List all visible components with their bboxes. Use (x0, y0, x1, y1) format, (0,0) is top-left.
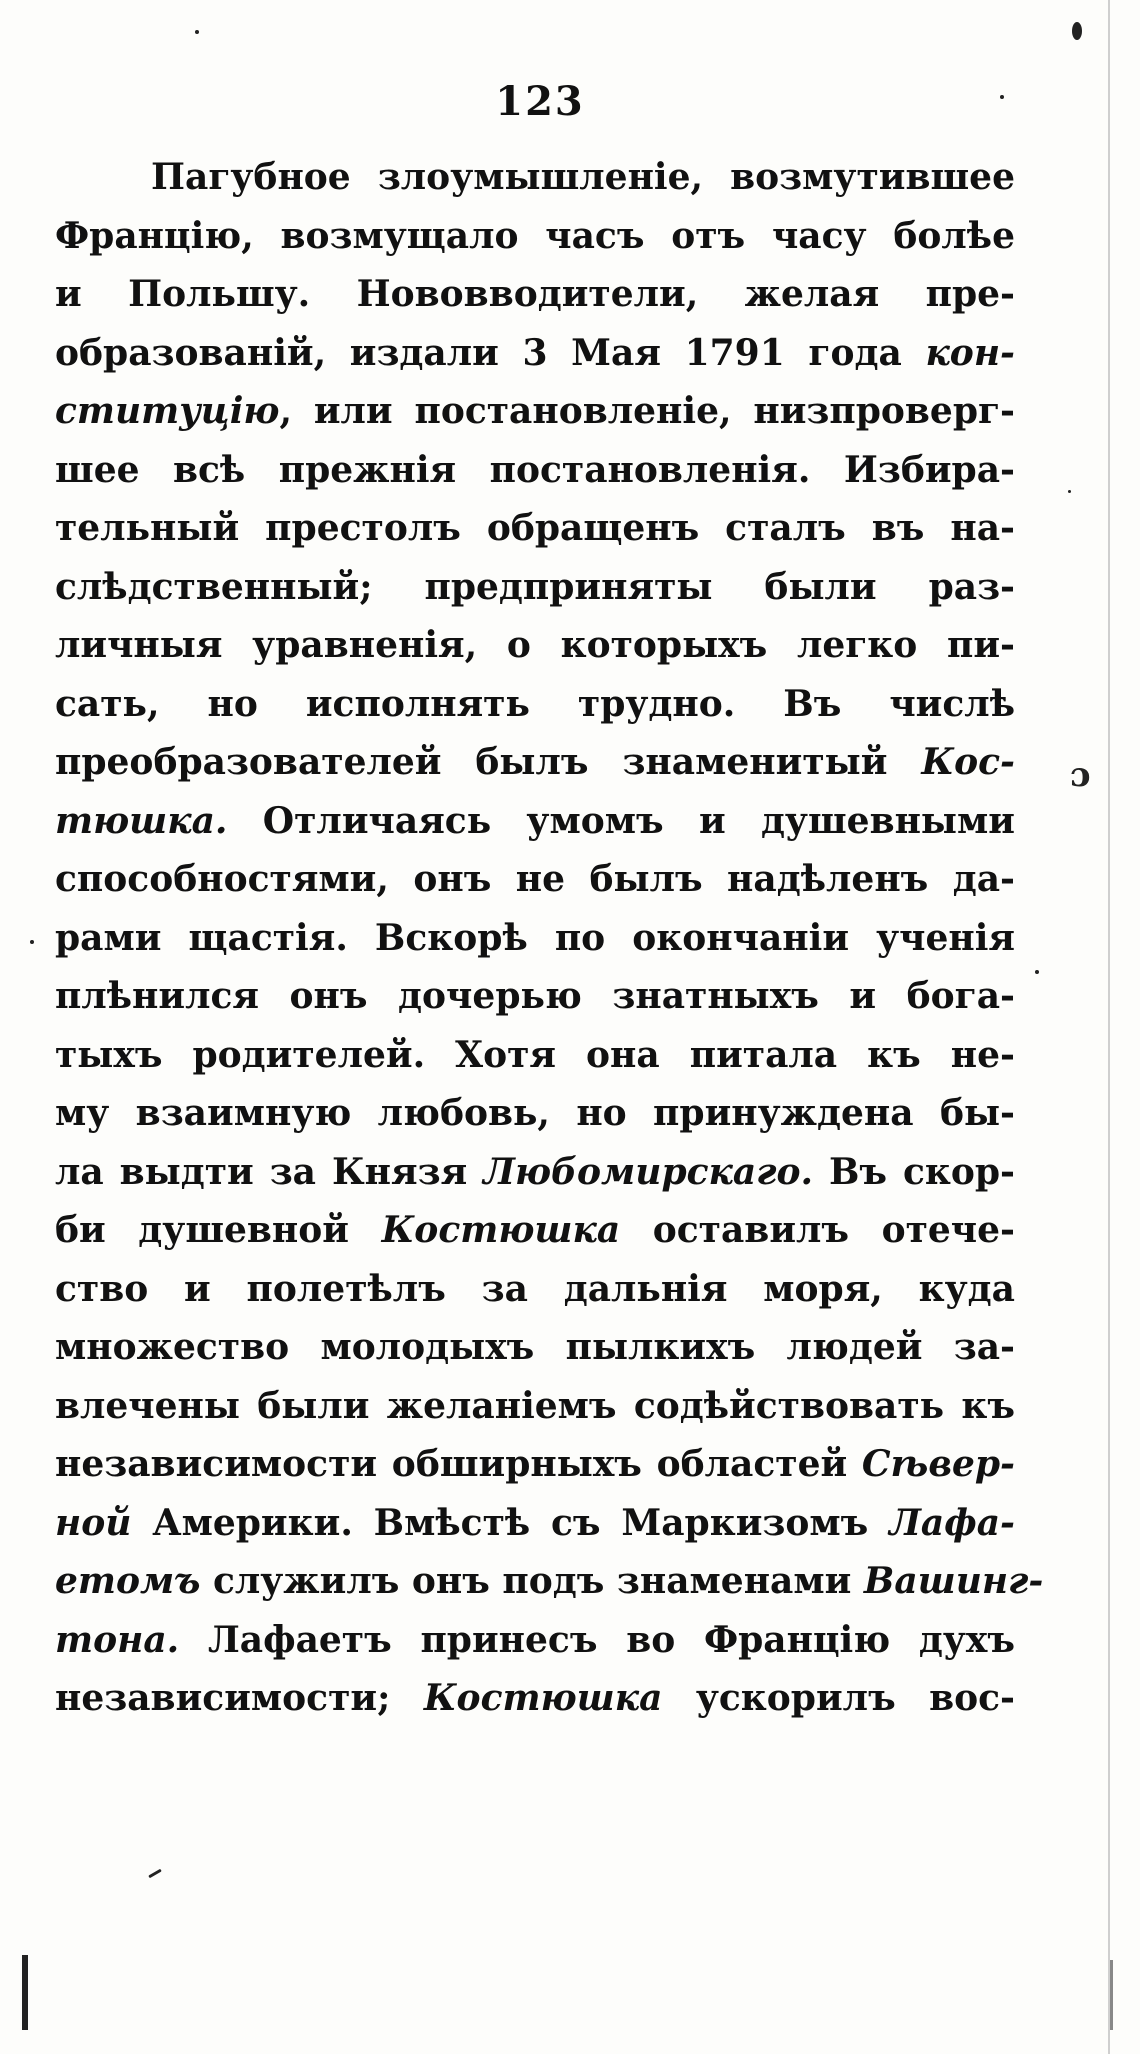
italic-span: Сѣвер- (861, 1443, 1015, 1485)
text-span: рами щастія. Вскорѣ по окончаніи ученія (55, 916, 1015, 959)
italic-span: кон- (925, 331, 1015, 374)
text-line (55, 1084, 1015, 1143)
italic-span: тюшка. (55, 799, 228, 842)
text-span: множество молодыхъ пылкихъ людей за- (55, 1326, 1015, 1368)
text-span: шее всѣ прежнія постановленія. Избира- (55, 448, 1015, 491)
text-line (55, 382, 1015, 441)
italic-span: Лафа- (889, 1501, 1015, 1544)
italic-span: тона. (55, 1618, 180, 1661)
text-line (55, 1026, 1015, 1085)
text-line (55, 207, 1015, 266)
ink-speck (1068, 490, 1071, 493)
text-span: Лафаетъ принесъ во Францію духъ (179, 1618, 1015, 1661)
margin-mark: ɔ (1070, 755, 1091, 795)
text-line (55, 909, 1015, 968)
text-span: сать, но исполнять трудно. Въ числѣ (55, 682, 1015, 725)
ink-speck (30, 940, 34, 944)
text-span: ство и полетѣлъ за дальнія моря, куда (55, 1267, 1015, 1310)
right-page-edge (1108, 0, 1110, 2054)
text-line (55, 1201, 1015, 1260)
text-line (55, 616, 1015, 675)
text-line (55, 675, 1015, 734)
text-span: оставилъ отече- (620, 1209, 1015, 1251)
text-line (55, 265, 1015, 324)
right-edge-mark (1110, 1960, 1113, 2030)
italic-span: етомъ (55, 1560, 201, 1602)
italic-span: ной (55, 1501, 132, 1544)
page-number: 123 (495, 78, 585, 125)
italic-span: Кос- (921, 741, 1015, 783)
italic-span: Костюшка (381, 1209, 621, 1251)
text-span: тельный престолъ обращенъ сталъ въ на- (55, 507, 1015, 549)
text-line (55, 1552, 1044, 1611)
ink-speck (195, 30, 199, 34)
text-span: влечены были желаніемъ содѣйствовать къ (55, 1384, 1015, 1427)
text-span: слѣдственный; предприняты были раз- (55, 565, 1015, 608)
text-span: личныя уравненія, о которыхъ легко пи- (55, 624, 1015, 666)
text-line (55, 1669, 1015, 1728)
text-line (55, 499, 1015, 558)
text-span: , или постановленіе, низпроверг- (279, 390, 1015, 432)
ink-speck (148, 1869, 162, 1879)
italic-span: Вашинг- (863, 1560, 1044, 1602)
italic-span: ституцію (55, 390, 280, 432)
text-span: тыхъ родителей. Хотя она питала къ не- (55, 1033, 1015, 1076)
text-line (55, 148, 1015, 207)
text-span: Въ скор- (813, 1150, 1016, 1193)
text-line (55, 558, 1015, 617)
text-span: Америки. Вмѣстѣ съ Маркизомъ (131, 1501, 890, 1544)
text-span: ускорилъ вос- (662, 1677, 1015, 1719)
text-span: и Польшу. Нововводители, желая пре- (55, 273, 1015, 315)
text-line (55, 792, 1015, 851)
text-line (55, 1435, 1015, 1494)
left-edge-mark (22, 1955, 28, 2030)
text-line (55, 1260, 1015, 1319)
italic-span: Костюшка (423, 1677, 663, 1719)
text-line (55, 967, 1015, 1026)
body-text (55, 148, 1044, 1728)
text-line (55, 850, 1015, 909)
text-line (55, 1377, 1015, 1436)
text-line (55, 1611, 1015, 1670)
text-span: служилъ онъ подъ знаменами (200, 1560, 864, 1602)
text-line (55, 324, 1015, 383)
text-span: Отличаясь умомъ и душевными (227, 799, 1015, 842)
text-span: Францію, возмущало часъ отъ часу болѣе (55, 214, 1015, 257)
text-span: му взаимную любовь, но принуждена бы- (55, 1092, 1015, 1134)
ink-speck (1000, 95, 1004, 99)
text-span: способностями, онъ не былъ надѣленъ да- (55, 858, 1015, 900)
text-span: плѣнился онъ дочерью знатныхъ и бога- (55, 975, 1015, 1017)
ink-speck (1035, 970, 1039, 974)
text-span: ла выдти за Князя (55, 1150, 484, 1193)
text-span: Пагубное злоумышленіе, возмутившее (151, 156, 1015, 198)
ink-speck (1072, 22, 1082, 40)
text-line (55, 733, 1015, 792)
text-span: образованій, издали 3 Мая 1791 года (55, 331, 926, 374)
text-line (55, 1143, 1015, 1202)
text-line (55, 441, 1015, 500)
text-span: преобразователей былъ знаменитый (55, 741, 922, 783)
italic-span: Любомирскаго. (483, 1150, 814, 1193)
text-line (55, 1318, 1015, 1377)
text-span: би душевной (55, 1209, 382, 1251)
text-line (55, 1494, 1015, 1553)
text-span: независимости; (55, 1677, 424, 1719)
text-span: независимости обширныхъ областей (55, 1443, 862, 1485)
